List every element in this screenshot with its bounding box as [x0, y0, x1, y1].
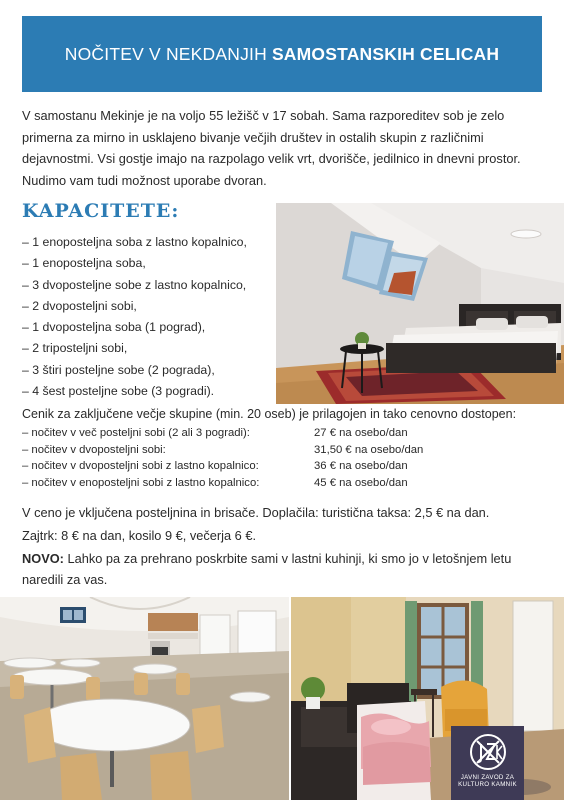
jzk-logo-mark-icon	[468, 732, 508, 772]
meals-note: Zajtrk: 8 € na dan, kosilo 9 €, večerja 6 €.	[22, 528, 257, 543]
capacity-heading: KAPACITETE:	[22, 200, 180, 222]
price-value: 36 € na osebo/dan	[314, 460, 408, 473]
table-row	[22, 442, 423, 459]
capacity-list-item: – 1 dvoposteljna soba (1 pograd),	[22, 320, 206, 335]
price-table	[22, 425, 423, 491]
price-label: – nočitev v enoposteljni sobi z lastno kopalnico:	[22, 476, 260, 489]
capacity-list-item: – 3 štiri posteljne sobe (2 pograda),	[22, 362, 215, 377]
capacity-list-item: – 2 dvoposteljni sobi,	[22, 298, 137, 313]
price-value: 31,50 € na osebo/dan	[314, 443, 424, 456]
capacity-list-item: – 1 enoposteljna soba,	[22, 256, 146, 271]
capacity-list-item: – 1 enoposteljna soba z lastno kopalnico,	[22, 235, 247, 249]
included-note: V ceno je vključena posteljnina in brisače. Doplačila: turistična taksa: 2,5 € na dan.	[22, 505, 490, 520]
capacity-list-item: – 3 dvoposteljne sobe z lastno kopalnico,	[22, 277, 247, 292]
logo-text-line-1: JAVNI ZAVOD ZA	[460, 774, 515, 781]
price-label: – nočitev v več posteljni sobi (2 ali 3 pogradi):	[22, 427, 250, 440]
header-title-regular: NOČITEV V NEKDANJIH	[64, 43, 267, 64]
pricing-intro: Cenik za zaključene večje skupine (min. 20 oseb) je prilagojen in tako cenovno dostopen:	[22, 407, 517, 421]
price-value: 45 € na osebo/dan	[314, 476, 408, 489]
header-title-bold: SAMOSTANSKIH CELICAH	[271, 43, 500, 64]
kitchen-note	[22, 548, 527, 590]
capacity-list-item: – 4 šest posteljne sobe (3 pogradi).	[22, 384, 215, 399]
table-row	[22, 475, 423, 492]
table-row	[22, 425, 423, 442]
institution-logo	[451, 726, 524, 800]
capacity-list	[22, 232, 247, 402]
intro-paragraph: V samostanu Mekinje je na voljo 55 ležišč v 17 sobah. Sama razporeditev sob je zelo primerna za mirno in usklajeno bivanje večjih društev in ostalih skupin z različnimi dejavnostmi. Vsi gostje imajo na razpolago velik vrt, dvorišče, jedilnico in dnevni prostor. Nudimo vam tudi možnost uporabe dvoran.	[22, 108, 521, 188]
price-label: – nočitev v dvoposteljni sobi:	[22, 443, 166, 456]
dining-room-photo	[0, 597, 289, 800]
price-label: – nočitev v dvoposteljni sobi z lastno kopalnico:	[22, 460, 259, 473]
logo-text-line-2: KULTURO KAMNIK	[458, 781, 517, 789]
table-row	[22, 458, 423, 475]
new-label: NOVO:	[22, 551, 64, 566]
kitchen-note-text: Lahko pa za prehrano poskrbite sami v lastni kuhinji, ki smo jo v letošnjem letu naredili za vas.	[22, 551, 512, 587]
page-header-banner	[22, 16, 542, 92]
capacity-list-item: – 2 triposteljni sobi,	[22, 341, 128, 356]
price-value: 27 € na osebo/dan	[314, 427, 408, 440]
attic-bedroom-photo	[276, 203, 564, 404]
